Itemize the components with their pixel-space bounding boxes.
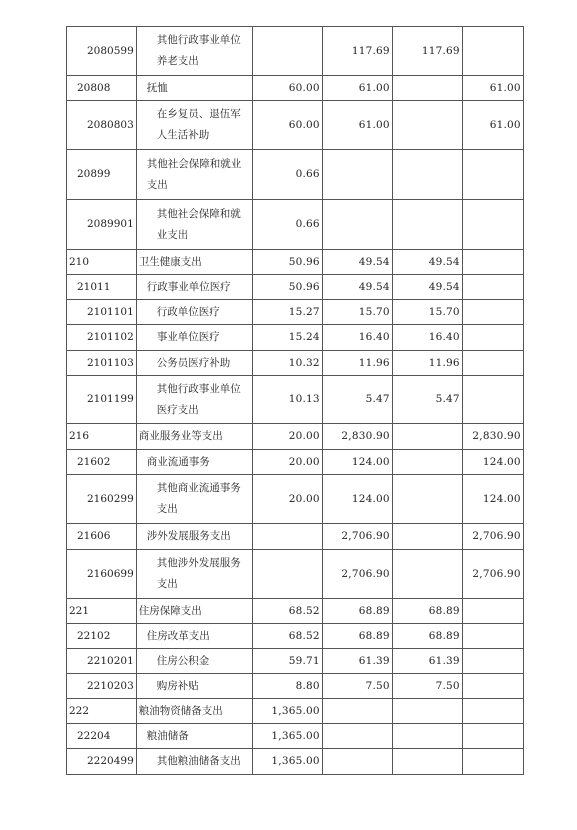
- row-name: 行政事业单位医疗: [136, 275, 252, 300]
- row-col3: 15.70: [392, 300, 462, 325]
- row-col2: 61.00: [322, 76, 392, 101]
- row-col2: 7.50: [322, 674, 392, 699]
- row-name: 行政单位医疗: [136, 300, 252, 325]
- row-col4: [462, 275, 523, 300]
- row-col1: 60.00: [252, 101, 322, 150]
- row-name: 其他行政事业单位养老支出: [136, 27, 252, 76]
- row-name: 粮油储备: [136, 724, 252, 749]
- row-name: 涉外发展服务支出: [136, 524, 252, 550]
- row-col1: 68.52: [252, 599, 322, 624]
- row-code: 21606: [67, 524, 137, 550]
- row-code: 210: [67, 250, 137, 275]
- row-col1: 1,365.00: [252, 699, 322, 724]
- table-row: [67, 724, 524, 749]
- row-col4: 2,706.90: [462, 524, 523, 550]
- row-col1: 15.24: [252, 325, 322, 351]
- row-col1: 59.71: [252, 649, 322, 674]
- row-col3: 68.89: [392, 599, 462, 624]
- row-col2: 16.40: [322, 325, 392, 351]
- row-col4: [462, 250, 523, 275]
- row-col2: 61.39: [322, 649, 392, 674]
- row-name: 住房公积金: [136, 649, 252, 674]
- row-col4: [462, 200, 523, 250]
- row-col2: 2,830.90: [322, 424, 392, 450]
- row-col4: [462, 649, 523, 674]
- row-col3: 61.39: [392, 649, 462, 674]
- row-col3: 7.50: [392, 674, 462, 699]
- row-name: 在乡复员、退伍军人生活补助: [136, 101, 252, 150]
- row-col3: [392, 699, 462, 724]
- table-row: [67, 275, 524, 300]
- row-code: 2210203: [67, 674, 137, 699]
- row-col3: 11.96: [392, 351, 462, 376]
- row-col3: 49.54: [392, 275, 462, 300]
- table-row: [67, 27, 524, 76]
- row-col3: 49.54: [392, 250, 462, 275]
- table-row: [67, 524, 524, 550]
- row-col4: 61.00: [462, 101, 523, 150]
- row-col2: 11.96: [322, 351, 392, 376]
- row-col2: 49.54: [322, 250, 392, 275]
- row-code: 2210201: [67, 649, 137, 674]
- row-col2: [322, 200, 392, 250]
- row-col2: 15.70: [322, 300, 392, 325]
- row-col1: 10.32: [252, 351, 322, 376]
- row-col2: 124.00: [322, 475, 392, 524]
- row-name: 卫生健康支出: [136, 250, 252, 275]
- row-col4: 124.00: [462, 475, 523, 524]
- row-name: 其他涉外发展服务支出: [136, 550, 252, 599]
- row-code: 2220499: [67, 749, 137, 775]
- row-col1: 0.66: [252, 200, 322, 250]
- row-col4: [462, 599, 523, 624]
- row-col1: 50.96: [252, 250, 322, 275]
- row-name: 住房保障支出: [136, 599, 252, 624]
- row-col1: 50.96: [252, 275, 322, 300]
- row-code: 2080803: [67, 101, 137, 150]
- row-col2: 117.69: [322, 27, 392, 76]
- table-row: [67, 250, 524, 275]
- row-code: 2101103: [67, 351, 137, 376]
- row-col1: [252, 550, 322, 599]
- row-name: 住房改革支出: [136, 624, 252, 649]
- row-col1: 20.00: [252, 424, 322, 450]
- table-row: [67, 101, 524, 150]
- table-row: [67, 599, 524, 624]
- row-col3: [392, 450, 462, 475]
- row-code: 21011: [67, 275, 137, 300]
- row-code: 21602: [67, 450, 137, 475]
- table-row: [67, 351, 524, 376]
- table-row: [67, 150, 524, 200]
- row-col4: [462, 749, 523, 775]
- row-col4: [462, 325, 523, 351]
- row-code: 2101101: [67, 300, 137, 325]
- row-col1: 68.52: [252, 624, 322, 649]
- row-col4: 2,830.90: [462, 424, 523, 450]
- row-col2: [322, 749, 392, 775]
- row-col2: 61.00: [322, 101, 392, 150]
- row-code: 2080599: [67, 27, 137, 76]
- table-row: [67, 649, 524, 674]
- table-row: [67, 475, 524, 524]
- row-col1: [252, 27, 322, 76]
- row-name: 其他行政事业单位医疗支出: [136, 376, 252, 424]
- table-row: [67, 699, 524, 724]
- row-col3: [392, 101, 462, 150]
- row-col3: [392, 200, 462, 250]
- row-col2: [322, 699, 392, 724]
- row-code: 22204: [67, 724, 137, 749]
- row-col4: 61.00: [462, 76, 523, 101]
- row-col4: 124.00: [462, 450, 523, 475]
- row-col2: 124.00: [322, 450, 392, 475]
- row-col1: 1,365.00: [252, 724, 322, 749]
- row-name: 其他商业流通事务支出: [136, 475, 252, 524]
- row-col3: 16.40: [392, 325, 462, 351]
- row-code: 20899: [67, 150, 137, 200]
- table-row: [67, 76, 524, 101]
- row-col2: [322, 724, 392, 749]
- row-col3: 68.89: [392, 624, 462, 649]
- row-col1: 1,365.00: [252, 749, 322, 775]
- table-row: [67, 325, 524, 351]
- row-col4: [462, 300, 523, 325]
- row-col1: 8.80: [252, 674, 322, 699]
- row-name: 其他社会保障和就业支出: [136, 200, 252, 250]
- row-col2: 49.54: [322, 275, 392, 300]
- row-col3: 5.47: [392, 376, 462, 424]
- row-name: 购房补贴: [136, 674, 252, 699]
- table-row: [67, 300, 524, 325]
- row-code: 2160299: [67, 475, 137, 524]
- row-col4: [462, 624, 523, 649]
- row-col1: 20.00: [252, 450, 322, 475]
- row-col1: 60.00: [252, 76, 322, 101]
- row-col3: [392, 150, 462, 200]
- table-row: [67, 424, 524, 450]
- row-col4: 2,706.90: [462, 550, 523, 599]
- table-row: [67, 376, 524, 424]
- row-col2: 68.89: [322, 599, 392, 624]
- row-code: 216: [67, 424, 137, 450]
- row-name: 其他社会保障和就业支出: [136, 150, 252, 200]
- row-col4: [462, 674, 523, 699]
- row-col2: [322, 150, 392, 200]
- row-code: 20808: [67, 76, 137, 101]
- row-code: 221: [67, 599, 137, 624]
- row-col3: 117.69: [392, 27, 462, 76]
- row-col1: 10.13: [252, 376, 322, 424]
- row-code: 2101102: [67, 325, 137, 351]
- row-col1: 0.66: [252, 150, 322, 200]
- row-code: 22102: [67, 624, 137, 649]
- budget-table: [66, 26, 524, 775]
- table-row: [67, 200, 524, 250]
- row-name: 商业服务业等支出: [136, 424, 252, 450]
- row-col4: [462, 351, 523, 376]
- row-col1: 15.27: [252, 300, 322, 325]
- row-col4: [462, 27, 523, 76]
- row-col3: [392, 475, 462, 524]
- row-col4: [462, 150, 523, 200]
- row-name: 其他粮油储备支出: [136, 749, 252, 775]
- table-row: [67, 450, 524, 475]
- table-row: [67, 749, 524, 775]
- row-col2: 2,706.90: [322, 524, 392, 550]
- row-col4: [462, 699, 523, 724]
- row-name: 商业流通事务: [136, 450, 252, 475]
- row-name: 公务员医疗补助: [136, 351, 252, 376]
- row-code: 2101199: [67, 376, 137, 424]
- row-code: 2160699: [67, 550, 137, 599]
- row-name: 事业单位医疗: [136, 325, 252, 351]
- row-col1: 20.00: [252, 475, 322, 524]
- row-col2: 68.89: [322, 624, 392, 649]
- row-col3: [392, 749, 462, 775]
- table-row: [67, 674, 524, 699]
- row-col3: [392, 724, 462, 749]
- row-code: 2089901: [67, 200, 137, 250]
- row-col1: [252, 524, 322, 550]
- row-name: 抚恤: [136, 76, 252, 101]
- row-col3: [392, 424, 462, 450]
- row-col3: [392, 76, 462, 101]
- row-col3: [392, 524, 462, 550]
- table-row: [67, 624, 524, 649]
- row-col2: 5.47: [322, 376, 392, 424]
- row-col4: [462, 376, 523, 424]
- row-code: 222: [67, 699, 137, 724]
- row-col3: [392, 550, 462, 599]
- row-name: 粮油物资储备支出: [136, 699, 252, 724]
- row-col2: 2,706.90: [322, 550, 392, 599]
- table-row: [67, 550, 524, 599]
- row-col4: [462, 724, 523, 749]
